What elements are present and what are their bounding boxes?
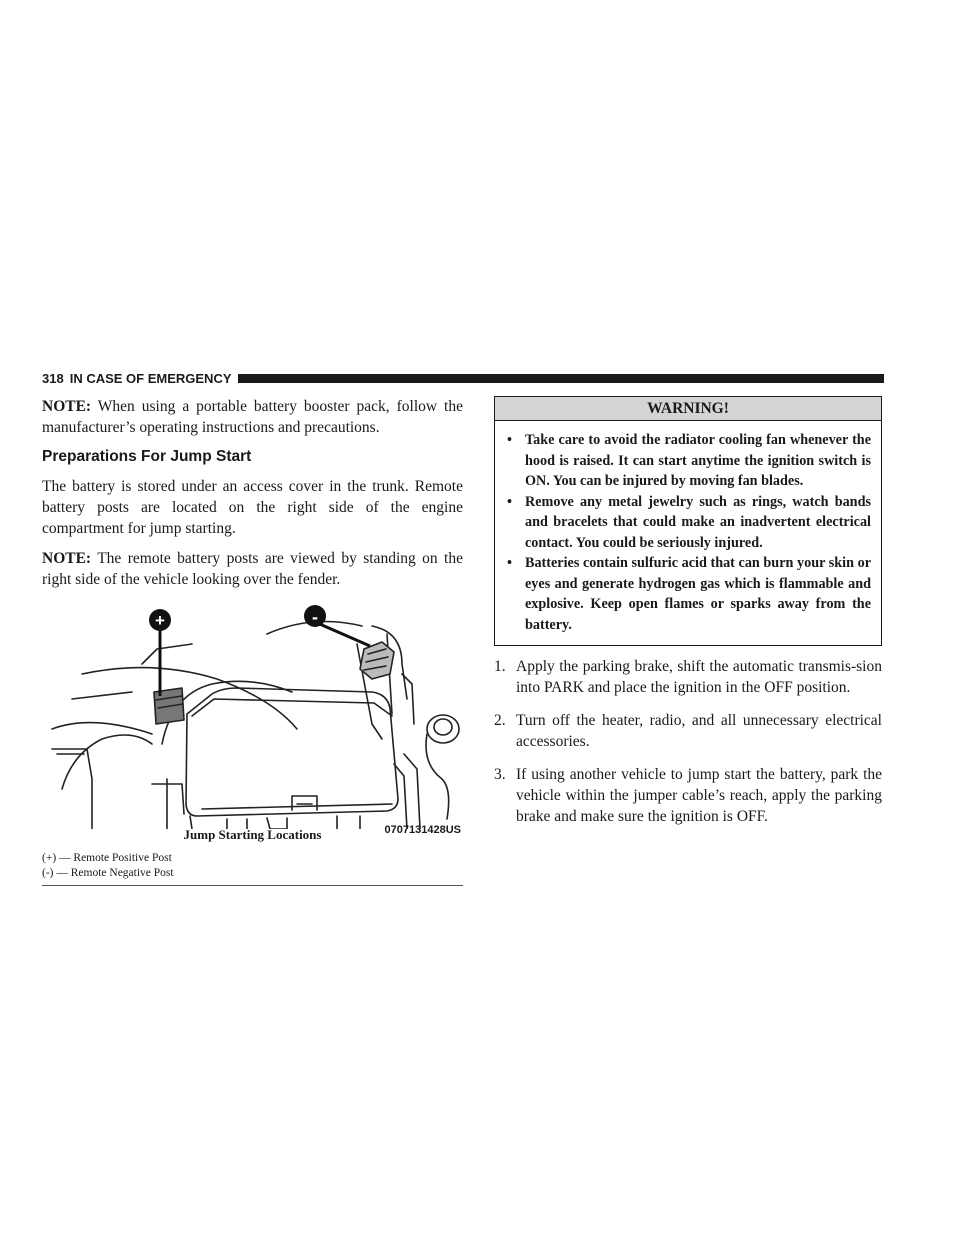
note-label: NOTE: <box>42 398 92 415</box>
step-item <box>494 710 882 752</box>
header-rule <box>238 374 885 383</box>
figure-legend <box>42 851 463 881</box>
plus-callout-label: + <box>155 611 165 630</box>
engine-compartment-illustration <box>42 604 463 829</box>
warning-list <box>495 421 881 645</box>
warning-box <box>494 396 882 646</box>
figure-code: 0707131428US <box>384 824 461 836</box>
warning-item: • Batteries contain sulfuric acid that can burn your skin or eyes and generate hydrogen gas which is flammable and explosive. Keep open flames or sparks away from the battery. <box>505 553 871 635</box>
note-text: The remote battery posts are viewed by standing on the right side of the vehicle looking over the fender. <box>42 550 463 588</box>
step-item <box>494 656 882 698</box>
page-header <box>42 369 884 387</box>
note-portable-booster <box>42 396 463 438</box>
note-remote-posts <box>42 548 463 590</box>
step-number: 2. <box>494 712 506 729</box>
left-column <box>42 396 463 886</box>
warning-item: • Take care to avoid the radiator cooling fan whenever the hood is raised. It can start anytime the ignition switch is ON. You can be injured by moving fan blades. <box>505 430 871 492</box>
step-text: If using another vehicle to jump start the battery, park the vehicle within the jumper cable’s reach, apply the parking brake and make sure the ignition is OFF. <box>516 766 882 825</box>
step-number: 3. <box>494 766 506 783</box>
battery-location-paragraph: The battery is stored under an access cover in the trunk. Remote battery posts are located on the right side of the engine compartment for jump starting. <box>42 478 463 537</box>
minus-callout-label: - <box>312 607 318 627</box>
section-title: IN CASE OF EMERGENCY <box>69 370 232 386</box>
step-text: Apply the parking brake, shift the automatic transmis-sion into PARK and place the ignition in the OFF position. <box>516 658 882 696</box>
legend-negative: (-) — Remote Negative Post <box>42 867 174 879</box>
note-text: When using a portable battery booster pack, follow the manufacturer’s operating instructions and precautions. <box>42 398 463 436</box>
warning-title: WARNING! <box>495 397 881 421</box>
jump-start-figure <box>42 604 463 886</box>
note-label: NOTE: <box>42 550 92 567</box>
figure-rule <box>42 885 463 886</box>
page-number: 318 <box>42 370 64 386</box>
step-item <box>494 764 882 827</box>
section-heading: Preparations For Jump Start <box>42 448 252 465</box>
warning-item: • Remove any metal jewelry such as rings, watch bands and bracelets that could make an inadvertent electrical contact. You could be seriously injured. <box>505 492 871 554</box>
legend-positive: (+) — Remote Positive Post <box>42 852 172 864</box>
right-column <box>494 396 882 839</box>
figure-caption: Jump Starting Locations <box>183 827 322 842</box>
step-text: Turn off the heater, radio, and all unnecessary electrical accessories. <box>516 712 882 750</box>
jump-start-steps <box>494 656 882 827</box>
step-number: 1. <box>494 658 506 675</box>
